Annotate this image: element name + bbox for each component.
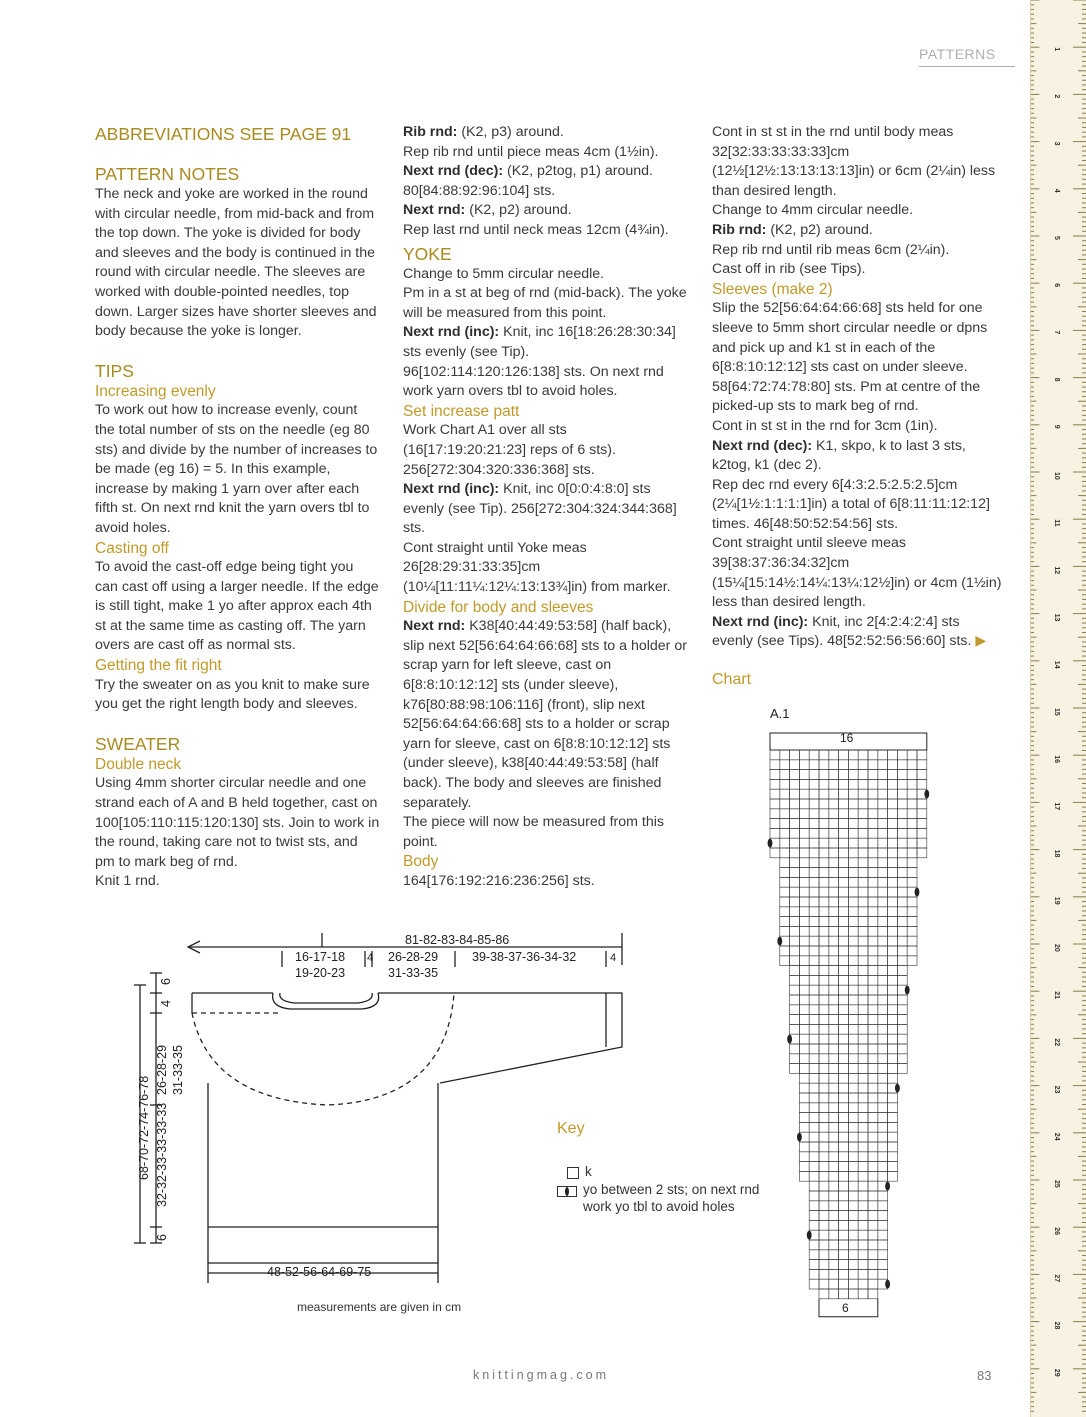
svg-text:11: 11 [1053,519,1060,527]
chart-grid [768,733,930,1317]
yarn-over-dot [797,1133,802,1142]
yarn-over-dot [768,839,773,848]
yoke-inc: Next rnd (inc): Knit, inc 16[18:26:28:30:34] sts evenly (see Tip). 96[102:114:120:126:138] sts. On next rnd work yarn overs tbl to avoid holes. [403,324,676,400]
pattern-notes-heading: PATTERN NOTES [95,164,240,184]
key-row-yo [557,1182,787,1215]
column-1 [95,123,380,892]
neck-label-a: 16-17-18 [295,950,346,964]
cont-straight: Cont straight until Yoke meas 26[28:29:31:33:35]cm (10¼[11:11¼:12¼:13:13¾]in) from marker. [403,539,671,596]
footer-website: knittingmag.com [473,1368,610,1382]
casting-off-text: To avoid the cast-off edge being tight you can cast off using a larger needle. If the edge is still tight, make 1 yo after approx each 4th st at the same time as casting off. The yarn overs are cast off as normal sts. [95,559,379,654]
svg-text:4: 4 [1053,188,1060,193]
abbrev-heading: ABBREVIATIONS SEE PAGE 91 [95,124,352,144]
chart-top-count: 16 [840,731,854,745]
four-label-2: 4 [610,952,617,964]
width-label: 48-52-56-64-69-75 [267,1265,372,1279]
yoke-height-b: 31-33-35 [171,1044,185,1095]
sleeves-heading: Sleeves (make 2) [712,280,833,298]
svg-text:3: 3 [1053,141,1060,146]
svg-text:10: 10 [1053,472,1060,480]
sleeves-cont: Cont in st st in the rnd for 3cm (1in). [712,417,938,434]
svg-text:2: 2 [1053,94,1060,99]
measured-text: The piece will now be measured from this point. [403,814,665,850]
double-neck-text-2: Knit 1 rnd. [95,873,160,890]
yarn-over-dot [807,1231,812,1240]
change-needle: Change to 4mm circular needle. [712,202,914,219]
svg-text:5: 5 [1053,236,1060,240]
yarn-over-dot [905,986,910,995]
left-six-top: 6 [159,978,173,985]
svg-text:25: 25 [1053,1180,1060,1188]
sleeve-label: 39-38-37-36-34-32 [472,950,577,964]
yoke-height-a: 26-28-29 [155,1044,169,1095]
increasing-evenly-heading: Increasing evenly [95,382,216,400]
pattern-notes-text: The neck and yoke are worked in the round with circular needle, from mid-back and from the top down. The yoke is divided for body and sleeves and the body is continued in the round with circular needle. The sleeves are worked with double-pointed needles, top down. Larger sizes have shorter sleeves and body because the yoke is longer. [95,186,377,340]
cast-off: Cast off in rib (see Tips). [712,261,866,278]
set-increase-heading: Set increase patt [403,402,520,420]
page-number: 83 [977,1368,992,1383]
yarn-over-dot [787,1035,792,1044]
four-label-1: 4 [367,952,374,964]
svg-text:22: 22 [1053,1038,1060,1047]
svg-text:9: 9 [1053,424,1060,429]
fit-heading: Getting the fit right [95,657,222,675]
svg-text:7: 7 [1053,330,1060,335]
yoke-label-a: 26-28-29 [388,950,439,964]
svg-text:12: 12 [1053,566,1060,575]
body-height: 32-32-33-33-33-33 [155,1102,169,1207]
key-knit-label: k [585,1163,592,1179]
sleeves-dec: Next rnd (dec): K1, skpo, k to last 3 sts, k2tog, k1 (dec 2). [712,437,966,474]
svg-text:15: 15 [1053,708,1060,716]
set-increase-text: Work Chart A1 over all sts (16[17:19:20:21:23] reps of 6 sts). 256[272:304:320:336:368] sts. [403,422,616,478]
svg-text:13: 13 [1053,613,1060,622]
svg-text:19: 19 [1053,896,1060,905]
increasing-evenly-text: To work out how to increase evenly, count the total number of sts on the needle (eg 80 sts) and divide by the number of increases to be made (eg 16) = 5. In this example, increase by making 1 yarn over after each fifth st. On next rnd knit the yarn overs tbl to avoid holes. [95,402,378,536]
double-neck-text: Using 4mm shorter circular needle and one strand each of A and B held together, cast on 100[105:110:115:120:130] sts. Join to work in the round, taking care not to twist sts, and pm to mark beg of rnd. [95,775,380,870]
yoke-label-b: 31-33-35 [388,966,439,980]
svg-text:8: 8 [1053,377,1060,382]
column-3 [712,123,1002,652]
rep-last: Rep last rnd until neck meas 12cm (4¾in). [403,221,669,238]
measurements-note: measurements are given in cm [297,1300,462,1314]
column-2 [403,123,688,892]
svg-text:29: 29 [1053,1368,1060,1377]
sleeves-repdec: Rep dec rnd every 6[4:3:2.5:2.5:2.5]cm (2¼[1½:1:1:1:1]in) a total of 6[8:11:11:12:12] times. 46[48:50:52:54:56] sts. [712,476,990,532]
chart-name: A.1 [770,706,790,721]
yoke-text-1: Change to 5mm circular needle. [403,265,605,282]
svg-text:20: 20 [1053,944,1060,952]
key-row-knit [557,1164,787,1181]
yarn-over-symbol-icon [557,1186,577,1197]
rib-rnd: Rib rnd: (K2, p3) around. [403,124,564,140]
svg-text:18: 18 [1053,849,1060,858]
rib-rnd-2: Rib rnd: (K2, p2) around. [712,221,873,238]
top-total-label: 81-82-83-84-85-86 [405,933,510,947]
svg-text:21: 21 [1053,991,1060,999]
chart-heading: Chart [712,671,752,688]
sleeves-slip: Slip the 52[56:64:64:66:68] sts held for one sleeve to 5mm short circular needle or dpns and pick up and k1 st in each of the 6[8:8:10:12:12] sts cast on under sleeve. 58[64:72:74:78:80] sts. Pm at centre of the picked-up sts to mark beg of rnd. [712,300,988,415]
empty-square-icon [567,1167,579,1179]
yarn-over-dot [924,790,929,799]
svg-text:27: 27 [1053,1274,1060,1283]
divide-text: Next rnd: K38[40:44:49:53:58] (half back), slip next 52[56:64:64:66:68] sts to a holder or scrap yarn for left sleeve, cast on 6[8:8:10:12:12] sts (under sleeve), k76[80:88:98:106:116] (front), slip next 52[56:64:64:66:68] sts to a holder or scrap yarn for sleeve, cast on 6[8:8:10:12:12] sts (under sleeve), k38[40:44:49:53:58] (half back). The body and sleeves are finished separately. [403,618,687,811]
chart-key [557,1121,787,1215]
body-heading: Body [403,853,439,871]
chart-a1 [760,700,940,1320]
total-height: 68-70-72-74-76-78 [137,1075,151,1180]
fit-text: Try the sweater on as you knit to make sure you get the right length body and sleeves. [95,676,370,713]
sleeves-inc: Next rnd (inc): Knit, inc 2[4:2:4:2:4] sts evenly (see Tips). 48[52:52:56:56:60] sts. ▶ [712,613,987,650]
yarn-over-dot [885,1182,890,1191]
yarn-over-dot [915,888,920,897]
next-rnd: Next rnd: (K2, p2) around. [403,202,572,219]
next-rnd-dec: Next rnd (dec): (K2, p2tog, p1) around. 80[84:88:92:96:104] sts. [403,163,653,199]
yoke-inc-2: Next rnd (inc): Knit, inc 0[0:0:4:8:0] sts evenly (see Tip). 256[272:304:324:344:368] sts. [403,481,677,537]
rep-rib: Rep rib rnd until piece meas 4cm (1½in). [403,143,659,160]
chart-bottom-count: 6 [842,1301,849,1315]
yarn-over-dot [885,1280,890,1289]
left-six-bottom: 6 [155,1234,169,1241]
svg-text:14: 14 [1053,660,1060,669]
continue-arrow-icon: ▶ [975,633,987,650]
sweater-schematic [130,925,640,1305]
rep-rib-2: Rep rib rnd until rib meas 6cm (2¼in). [712,241,950,258]
tips-heading: TIPS [95,360,134,381]
body-text: 164[176:192:216:236:256] sts. [403,872,595,889]
svg-text:16: 16 [1053,755,1060,763]
svg-text:6: 6 [1053,283,1060,288]
ruler [1030,0,1086,1417]
svg-text:1: 1 [1053,47,1060,52]
yoke-text-2: Pm in a st at beg of rnd (mid-back). The yoke will be measured from this point. [403,285,687,321]
sweater-heading: SWEATER [95,733,181,754]
divide-heading: Divide for body and sleeves [403,598,594,616]
yarn-over-dot [895,1084,900,1093]
svg-text:23: 23 [1053,1085,1060,1094]
body-cont: Cont in st st in the rnd until body meas 32[32:33:33:33:33]cm (12½[12½:13:13:13:13]in) or 6cm (2¼in) less than desired length. [712,124,996,199]
casting-off-heading: Casting off [95,539,169,557]
yoke-heading: YOKE [403,243,452,264]
svg-text:26: 26 [1053,1227,1060,1235]
sleeves-straight: Cont straight until sleeve meas 39[38:37:36:34:32]cm (15¼[15:14½:14¼:13¼:12½]in) or 4cm (1½in) less than desired length. [712,535,1002,611]
page-header: PATTERNS [919,46,1015,67]
svg-text:24: 24 [1053,1132,1060,1141]
key-title: Key [557,1120,585,1137]
svg-text:17: 17 [1053,802,1060,811]
neck-label-b: 19-20-23 [295,966,346,980]
yarn-over-dot [777,937,782,946]
double-neck-heading: Double neck [95,755,182,773]
left-four: 4 [159,1000,173,1007]
key-yo-label: yo between 2 sts; on next rnd work yo tbl to avoid holes [583,1182,760,1214]
svg-text:28: 28 [1053,1321,1060,1330]
